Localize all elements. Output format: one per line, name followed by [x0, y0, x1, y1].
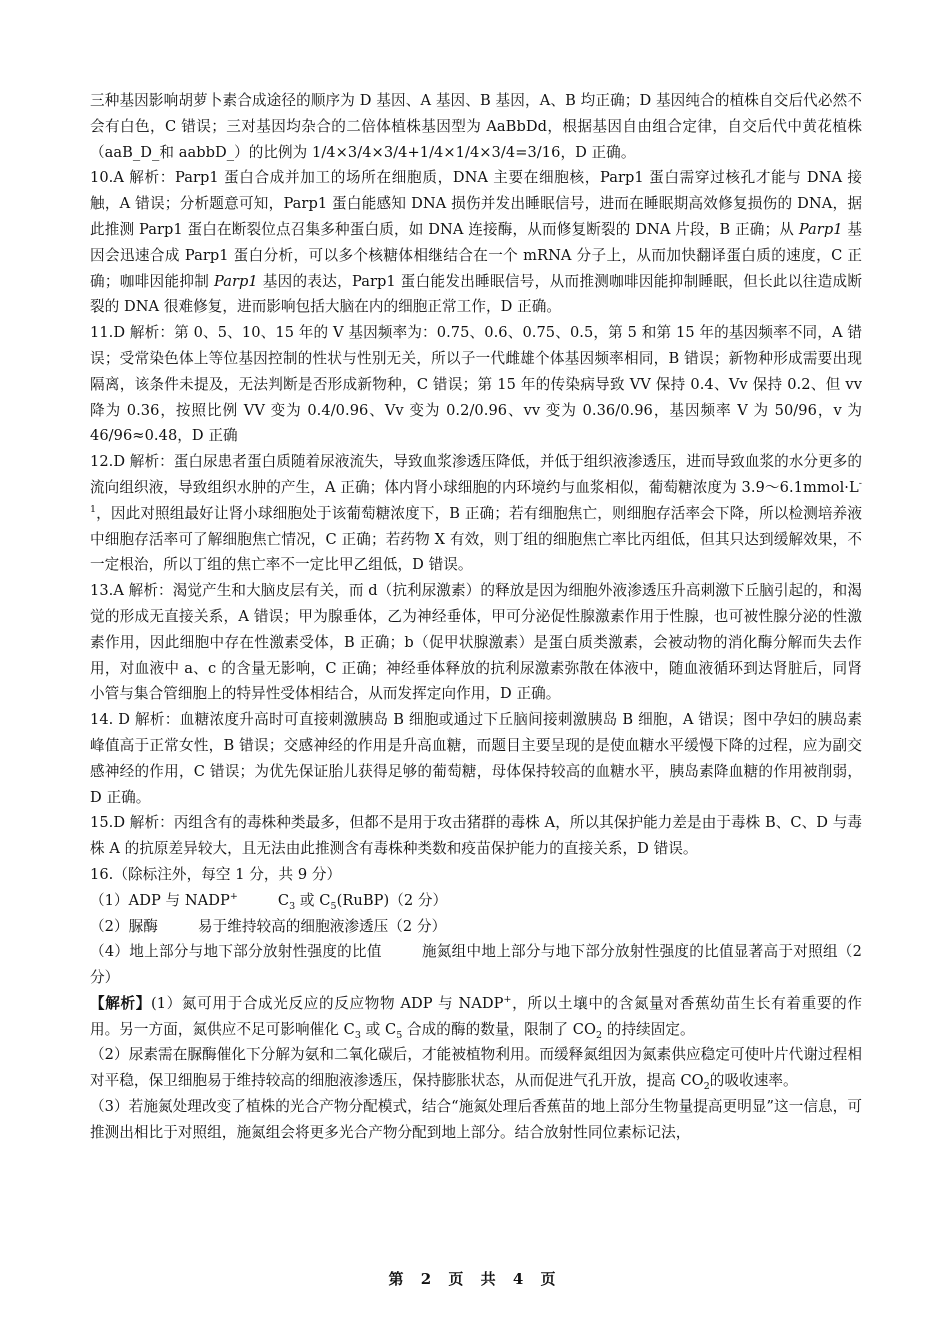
paragraph-q16-analysis-3: （3）若施氮处理改变了植株的光合产物分配模式，结合“施氮处理后香蕉苗的地上部分生物量提高更明显”这一信息，可推测出相比于对照组，施氮组会将更多光合产物分配到地上部分。结合放射性同位素标记法， [90, 1098, 862, 1141]
paragraph-q16-answer-2: （2）脲酶 易于维持较高的细胞液渗透压（2 分） [90, 917, 447, 935]
paragraph-q16-analysis-2: （2）尿素需在脲酶催化下分解为氨和二氧化碳后，才能被植物利用。而缓释氮组因为氮素供应稳定可使叶片代谢过程相对平稳，保卫细胞易于维持较高的细胞液渗透压，保持膨胀状态，从而促进气孔开放，提高 $CO_2$的吸收速率。 [90, 1046, 862, 1093]
paragraph-q10: 10.A 解析：Parp1 蛋白合成并加工的场所在细胞质，DNA 主要在细胞核，Parp1 蛋白需穿过核孔才能与 DNA 接触，A 错误；分析题意可知，Parp1 蛋白能感知 DNA 损伤并发出睡眠信号，进而在睡眠期高效修复损伤的 DNA，据此推测 Parp1 蛋白在断裂位点召集多种蛋白质，如 DNA 连接酶，从而修复断裂的 DNA 片段，B 正确；从 Parp1 基因会迅速合成 Parp1 蛋白分析，可以多个核糖体相继结合在一个 mRNA 分子上，从而加快翻译蛋白质的速度，C 正确；咖啡因能抑制 Parp1 基因的表达，Parp1 蛋白能发出睡眠信号，从而推测咖啡因能抑制睡眠，但长此以往造成断裂的 DNA 很难修复，进而影响包括大脑在内的细胞正常工作，D 正确。 [90, 169, 862, 316]
paragraph-q11: 11.D 解析：第 0、5、10、15 年的 V 基因频率为：0.75、0.6、0.75、0.5，第 5 和第 15 年的基因频率不同，A 错误；受常染色体上等位基因控制的性状与性别无关，所以子一代雌雄个体基因频率相同，B 错误；新物种形成需要出现隔离，该条件未提及，无法判断是否形成新物种，C 错误；第 15 年的传染病导致 VV 保持 0.4、Vv 保持 0.2、但 vv 降为 0.36，按照比例 VV 变为 0.4/0.96、Vv 变为 0.2/0.96、vv 变为 0.36/0.96，基因频率 V 为 50/96，v 为 46/96≈0.48，D 正确 [90, 324, 862, 445]
answer-text-body [90, 88, 862, 1146]
paragraph-q16-answer-1: （1）ADP 与 NADP+ $C_3$ 或 $C_5(RuBP)(2$ 分） [90, 890, 448, 912]
paragraph-q14: 14. D 解析：血糖浓度升高时可直接刺激胰岛 B 细胞或通过下丘脑间接刺激胰岛 B 细胞，A 错误；图中孕妇的胰岛素峰值高于正常女性，B 错误；交感神经的作用是升高血糖，而题目主要呈现的是使血糖水平缓慢下降的过程，应为副交感神经的作用，C 错误；为优先保证胎儿获得足够的葡萄糖，母体保持较高的血糖水平，胰岛素降血糖的作用被削弱，D 正确。 [90, 711, 862, 806]
paragraph-q16-answer-4: （4）地上部分与地下部分放射性强度的比值 施氮组中地上部分与地下部分放射性强度的比值显著高于对照组（2 分） [90, 943, 862, 987]
paragraph-q16-heading: 16.（除标注外，每空 1 分，共 9 分） [90, 865, 342, 883]
paragraph-q9-continued: 三种基因影响胡萝卜素合成途径的顺序为 D 基因、A 基因、B 基因，A、B 均正确；D 基因纯合的植株自交后代必然不会有白色，C 错误；三对基因均杂合的二倍体植株基因型为 AaBbDd，根据基因自由组合定律，自交后代中黄花植株（aaB_D_和 aabbD_）的比例为 1/4×3/4×3/4+1/4×1/4×3/4=3/16，D 正确。 [90, 92, 862, 161]
paragraph-q16-analysis-1: 【解析】(1）氮可用于合成光反应的反应物物 ADP 与 NADP+，所以土壤中的含氮量对香蕉幼苗生长有着重要的作用。另一方面，氮供应不足可影响催化 $C_3$ 或 $C_5$ 合成的酶的数量，限制了 $CO_2$ 的持续固定。 [90, 994, 862, 1041]
paragraph-q13: 13.A 解析：渴觉产生和大脑皮层有关，而 d（抗利尿激素）的释放是因为细胞外液渗透压升高刺激下丘脑引起的，和渴觉的形成无直接关系，A 错误；甲为腺垂体，乙为神经垂体，甲可分泌促性腺激素作用于性腺，也可被性腺分泌的性激素作用，因此细胞中存在性激素受体，B 正确；b（促甲状腺激素）是蛋白质类激素，会被动物的消化酶分解而失去作用，对血液中 a、c 的含量无影响，C 正确；神经垂体释放的抗利尿激素弥散在体液中，随血液循环到达肾脏后，同肾小管与集合管细胞上的特异性受体相结合，从而发挥定向作用，D 正确。 [90, 582, 862, 703]
page-number-footer: 第 2 页 共 4 页 [388, 1270, 562, 1288]
paragraph-q15: 15.D 解析：丙组含有的毒株种类最多，但都不是用于攻击猪群的毒株 A，所以其保护能力差是由于毒株 B、C、D 与毒株 A 的抗原差异较大，且无法由此推测含有毒株种类数和疫苗保护能力的直接关系，D 错误。 [90, 814, 862, 858]
paragraph-q12: 12.D 解析：蛋白尿患者蛋白质随着尿液流失，导致血浆渗透压降低，并低于组织液渗透压，进而导致血浆的水分更多的流向组织液，导致组织水肿的产生，A 正确；体内肾小球细胞的内环境约与血浆相似，葡萄糖浓度为 $3.9\sim 6.1mmol\cdot L^{-1}$，因此对照组最好让肾小球细胞处于该葡萄糖浓度下，B 正确；若有细胞焦亡，则细胞存活率会下降，所以检测培养液中细胞存活率可了解细胞焦亡情况，C 正确；若药物 X 有效，则丁组的细胞焦亡率比丙组低，但其只达到缓解效果，不一定根治，所以丁组的焦亡率不一定比甲乙组低，D 错误。 [90, 453, 862, 574]
